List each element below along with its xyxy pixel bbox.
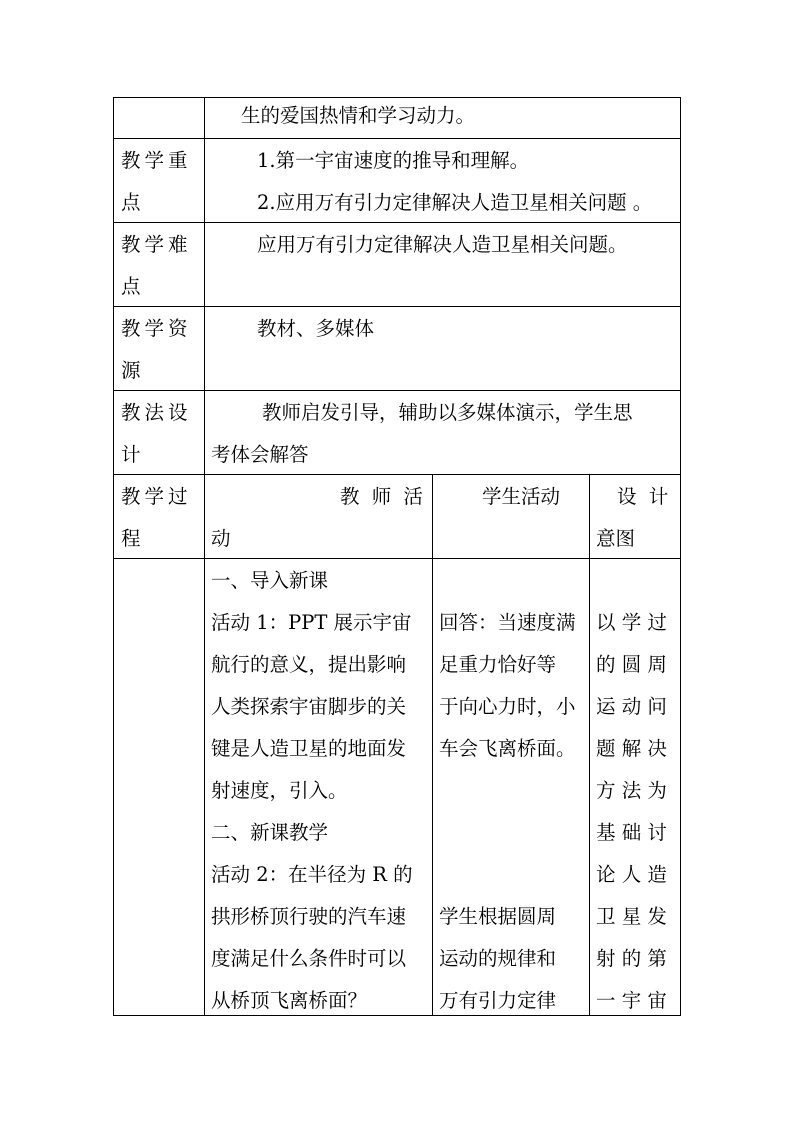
difficulties-text: 应用万有引力定律解决人造卫星相关问题。	[257, 233, 628, 256]
teacher-line: 活动 2：在半径为 R 的	[211, 863, 413, 886]
resources-label-cont: 源	[121, 359, 141, 382]
teacher-line: 键是人造卫星的地面发	[211, 737, 407, 760]
method-text-line1: 教师启发引导，辅助以多媒体演示，学生思	[262, 401, 633, 424]
teacher-line: 活动 1：PPT 展示宇宙	[211, 611, 412, 634]
design-line: 方 法 为	[596, 779, 667, 802]
key-points-label: 教学重	[121, 149, 192, 172]
teacher-line: 人类探索宇宙脚步的关	[211, 695, 407, 718]
teacher-line: 航行的意义，提出影响	[211, 653, 407, 676]
goal-text: 生的爱国热情和学习动力。	[241, 104, 476, 127]
row-divider	[113, 222, 681, 223]
row-divider	[113, 558, 681, 559]
difficulties-label: 教学难	[121, 233, 192, 256]
teacher-line: 一、导入新课	[211, 569, 329, 592]
student-line: 万有引力定律	[439, 989, 557, 1012]
student-line: 足重力恰好等	[439, 653, 557, 676]
column-divider	[432, 474, 433, 1016]
row-divider	[113, 306, 681, 307]
design-line: 射 的 第	[596, 947, 667, 970]
student-line: 于向心力时，小	[439, 695, 576, 718]
row-divider	[113, 138, 681, 139]
teacher-line: 度满足什么条件时可以	[211, 947, 407, 970]
teacher-activity-header: 教 师 活	[340, 485, 426, 508]
column-divider	[589, 474, 590, 1016]
row-divider	[113, 390, 681, 391]
student-activity-header: 学生活动	[482, 485, 561, 508]
design-line: 一 宇 宙	[596, 989, 667, 1012]
teacher-line: 射速度，引入。	[211, 779, 348, 802]
method-text-line2: 考体会解答	[211, 443, 309, 466]
key-points-label-cont: 点	[121, 191, 141, 214]
design-line: 的 圆 周	[596, 653, 667, 676]
resources-label: 教学资	[121, 317, 192, 340]
student-line: 车会飞离桥面。	[439, 737, 576, 760]
process-label-cont: 程	[121, 527, 141, 550]
teacher-activity-header-cont: 动	[211, 527, 231, 550]
key-point-1: 1.第一宇宙速度的推导和理解。	[257, 149, 530, 172]
difficulties-label-cont: 点	[121, 275, 141, 298]
resources-text: 教材、多媒体	[257, 317, 375, 340]
design-line: 以 学 过	[596, 611, 667, 634]
row-divider	[113, 474, 681, 475]
teacher-line: 拱形桥顶行驶的汽车速	[211, 905, 407, 928]
column-divider	[204, 97, 205, 1016]
method-label-cont: 计	[121, 443, 141, 466]
design-line: 题 解 决	[596, 737, 667, 760]
teacher-line: 二、新课教学	[211, 821, 329, 844]
student-line: 回答：当速度满	[439, 611, 576, 634]
teacher-line: 从桥顶飞离桥面？	[211, 989, 368, 1012]
process-label: 教学过	[121, 485, 192, 508]
student-line: 学生根据圆周	[439, 905, 557, 928]
design-intent-header: 设 计	[617, 485, 672, 508]
design-intent-header-cont: 意图	[596, 527, 636, 550]
design-line: 基 础 讨	[596, 821, 667, 844]
key-point-2: 2.应用万有引力定律解决人造卫星相关问题 。	[257, 191, 653, 214]
design-line: 运 动 问	[596, 695, 667, 718]
student-line: 运动的规律和	[439, 947, 557, 970]
design-line: 卫 星 发	[596, 905, 667, 928]
method-label: 教法设	[121, 401, 192, 424]
design-line: 论 人 造	[596, 863, 667, 886]
